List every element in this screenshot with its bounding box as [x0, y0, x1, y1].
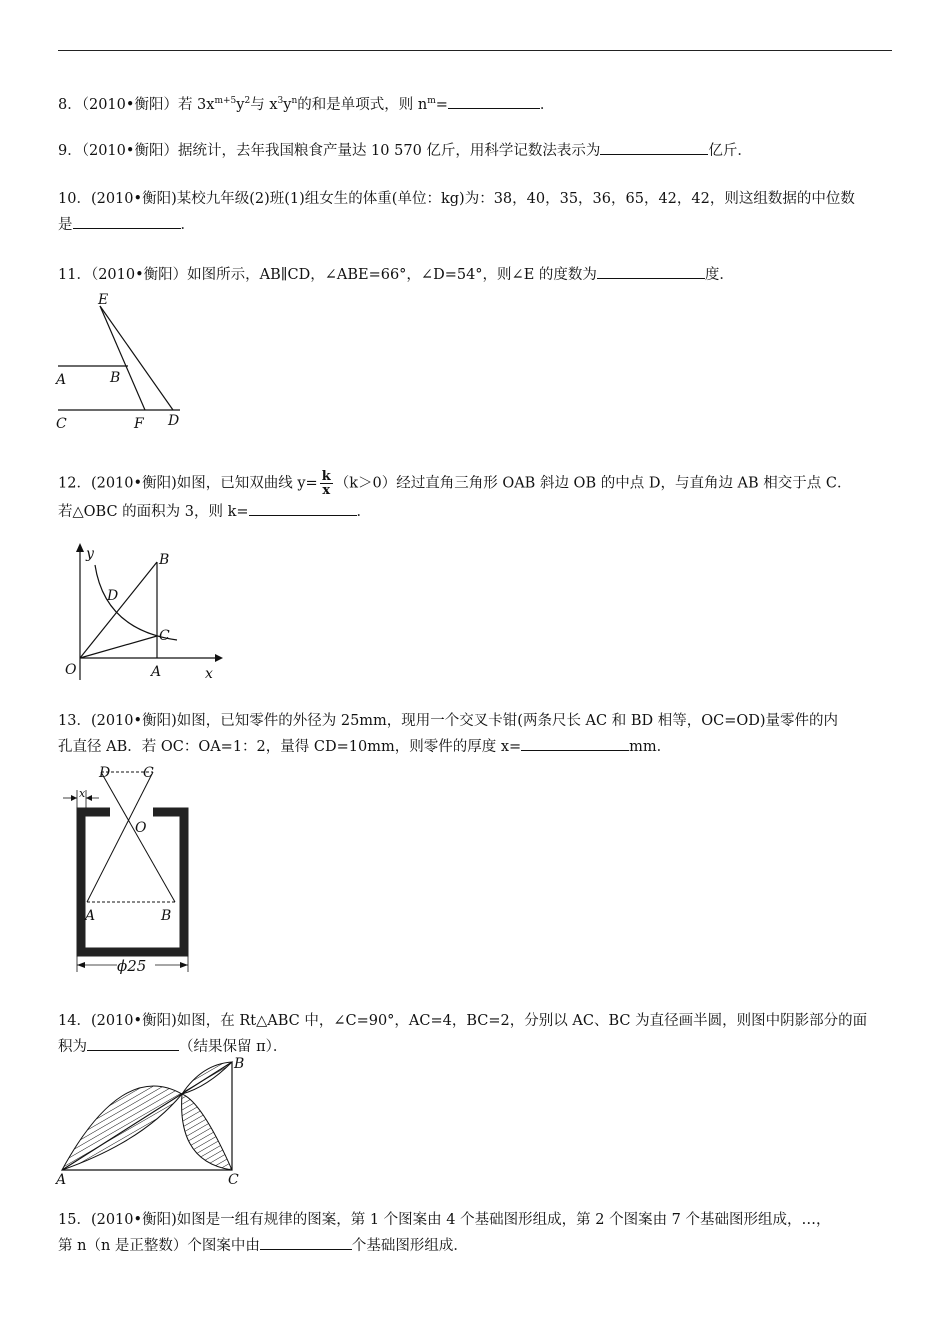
label-d: D — [99, 765, 111, 781]
label-f: F — [134, 416, 144, 432]
label-a: A — [85, 908, 96, 924]
label-x: x — [205, 666, 213, 682]
label-b: B — [161, 908, 172, 924]
label-o: O — [65, 662, 77, 678]
answer-blank[interactable] — [249, 501, 357, 516]
label-a: A — [151, 664, 162, 680]
question-13: 13．(2010•衡阳)如图，已知零件的外径为 25mm，现用一个交叉卡钳(两条尺长 AC 和 BD 相等，OC=OD)量零件的内 孔直径 AB．若 OC：OA=1：2，量得 CD=10mm，则零件的厚度 x= mm． — [58, 713, 839, 755]
answer-blank[interactable] — [73, 214, 181, 229]
label-a: A — [56, 1172, 67, 1188]
answer-blank[interactable] — [600, 140, 708, 155]
answer-blank[interactable] — [597, 264, 705, 279]
label-y: y — [86, 546, 94, 562]
answer-blank[interactable] — [87, 1036, 179, 1051]
shaded-region-left — [62, 1086, 182, 1170]
label-c: C — [56, 416, 67, 432]
label-c: C — [228, 1172, 239, 1188]
question-8: 8．（2010•衡阳）若 $3x^{m+5}y^2$与 $x^3y^n$的和是单项式，则 $n^m=$ ． — [58, 88, 894, 118]
label-a: A — [56, 372, 67, 388]
figure-hyperbola — [55, 540, 225, 685]
figure-calipers — [55, 760, 195, 980]
label-c: C — [143, 765, 154, 781]
label-b: B — [159, 552, 170, 568]
label-c: C — [159, 628, 170, 644]
label-e: E — [98, 292, 109, 308]
question-9: 9．（2010•衡阳）据统计，去年我国粮食产量达 10 570 亿斤，用科学记数法表示为 亿斤． — [58, 138, 894, 164]
question-14: 14．(2010•衡阳)如图，在 Rt△ABC 中，∠C=90°，AC=4，BC=2，分别以 AC、BC 为直径画半圆，则图中阴影部分的面 积为 （结果保留 π）． — [58, 1013, 868, 1055]
question-10: 10．(2010•衡阳)某校九年级(2)班(1)组女生的体重(单位：kg)为：38，40，35，36，65，42，42，则这组数据的中位数 是 ． — [58, 191, 855, 233]
segment-oc — [80, 636, 157, 658]
answer-blank[interactable] — [260, 1235, 352, 1250]
question-15: 15．(2010•衡阳)如图是一组有规律的图案，第 1 个图案由 4 个基础图形组成，第 2 个图案由 7 个基础图形组成，…， 第 n（n 是正整数）个图案中由 个基础图形组成． — [58, 1212, 831, 1254]
fraction-k-over-x: $\frac{k}{x}$ — [321, 469, 331, 498]
label-b: B — [234, 1056, 245, 1072]
label-diameter: ϕ25 — [117, 957, 147, 975]
line-ef — [100, 306, 145, 410]
label-x: x — [79, 787, 86, 800]
part-outline — [81, 812, 184, 952]
label-d: D — [107, 588, 119, 604]
label-o: O — [135, 820, 147, 836]
question-11: 11．（2010•衡阳）如图所示，AB∥CD，∠ABE=66°，∠D=54°，则∠E 的度数为 度． — [58, 262, 894, 288]
answer-blank[interactable] — [448, 94, 540, 109]
line-db — [101, 772, 175, 902]
label-d: D — [168, 413, 180, 429]
figure-parallel-lines — [50, 288, 210, 433]
answer-blank[interactable] — [521, 736, 629, 751]
header-rule — [58, 50, 892, 51]
figure-semicircles — [52, 1052, 252, 1187]
shaded-region-right — [182, 1094, 232, 1170]
segment-ob — [80, 562, 157, 658]
line-ed — [100, 306, 173, 410]
question-12: 12．(2010•衡阳)如图，已知双曲线 y= $\frac{k}{x}$ （k＞0）经过直角三角形 OAB 斜边 OB 的中点 D，与直角边 AB 相交于点 C． 若△OBC 的面积为 3，则 k= ． — [58, 469, 852, 520]
line-ca — [87, 772, 153, 902]
label-b: B — [110, 370, 121, 386]
